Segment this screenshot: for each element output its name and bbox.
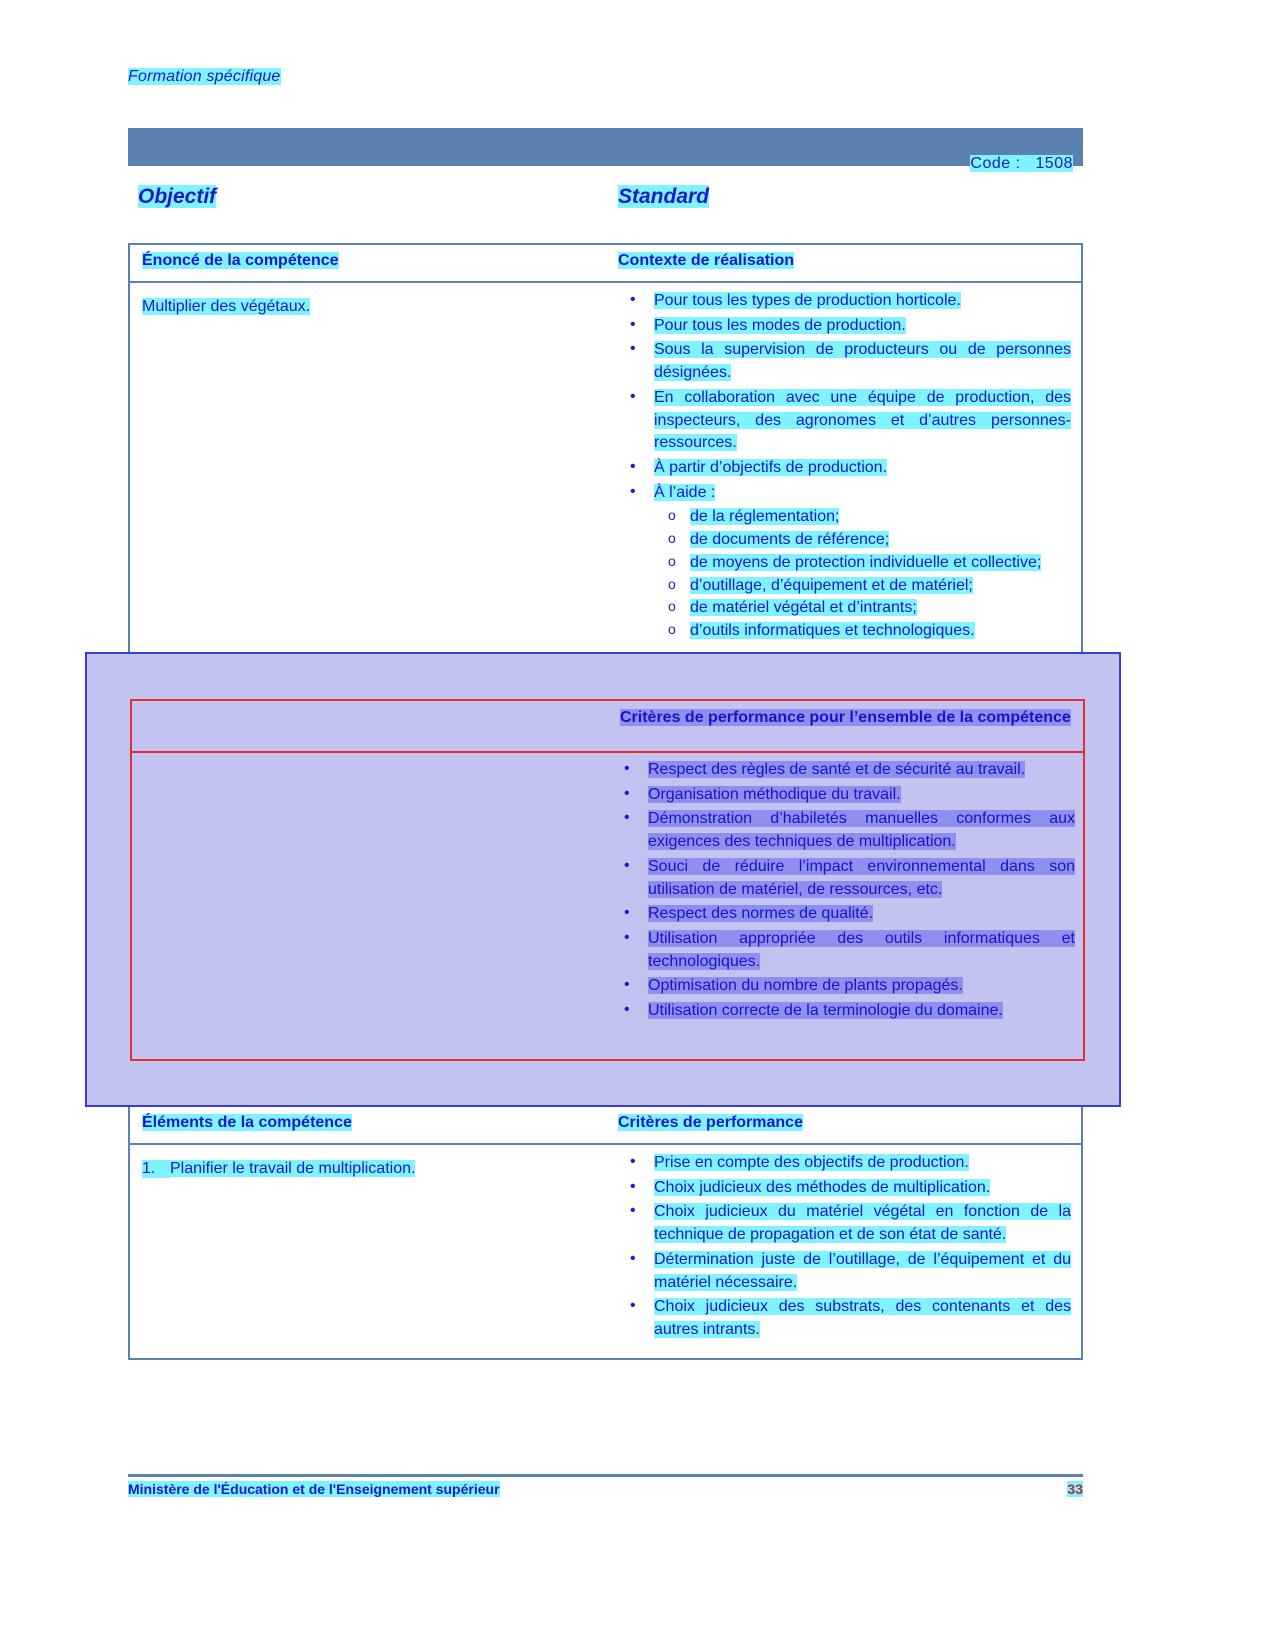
criteria-overall-header-right	[612, 701, 1083, 751]
header-enonce-label: Énoncé de la compétence	[142, 252, 339, 269]
list-item: o de documents de référence;	[654, 529, 1071, 552]
criteria-overall-header-row	[132, 701, 1083, 753]
list-item: • Utilisation correcte de la terminologie du domaine.	[612, 1000, 1075, 1023]
competence-statement	[142, 290, 600, 316]
list-item: • Choix judicieux des méthodes de multiplication.	[618, 1177, 1071, 1200]
footer-page-number: 33	[1067, 1481, 1083, 1497]
list-item: o de la réglementation;	[654, 506, 1071, 529]
list-item: • Organisation méthodique du travail.	[612, 784, 1075, 807]
list-item: • Choix judicieux des substrats, des contenants et des autres intrants.	[618, 1296, 1071, 1341]
list-item: o de matériel végétal et d’intrants;	[654, 597, 1071, 620]
list-item: • À l’aide : o de la réglementation; o de documents de référence; o de moyens de protection individuelle et collective; o d’outillage, d’équipement et de matériel; o de matériel végétal et d’intrants; o d’outils informatiques et technologiques.	[618, 482, 1071, 643]
code-text	[941, 137, 1073, 191]
footer-ministry-label: Ministère de l'Éducation et de l'Enseignement supérieur	[128, 1481, 500, 1497]
element-label: Planifier le travail de multiplication.	[170, 1160, 416, 1177]
criteria-overall-header-left	[132, 701, 612, 751]
list-item: • Démonstration d’habiletés manuelles conformes aux exigences des techniques de multiplication.	[612, 808, 1075, 853]
page-footer	[128, 1481, 1083, 1497]
list-item: • Souci de réduire l’impact environnemental dans son utilisation de matériel, de ressources, etc.	[612, 856, 1075, 901]
criteria-overall-table	[130, 699, 1085, 1061]
list-item: • Prise en compte des objectifs de production.	[618, 1152, 1071, 1175]
code-spacer	[1021, 155, 1036, 172]
criteria-list	[618, 1152, 1071, 1342]
element-number: 1.	[142, 1160, 170, 1178]
table-elements-header-row	[130, 1107, 1081, 1145]
list-item: o d’outillage, d’équipement et de matériel;	[654, 575, 1071, 598]
header-criteres-label: Critères de performance	[618, 1114, 803, 1131]
header-cell-enonce	[130, 245, 610, 281]
list-item: • Respect des normes de qualité.	[612, 903, 1075, 926]
table-competence-body-row	[130, 283, 1081, 652]
criteria-overall-header-label: Critères de performance pour l’ensemble de la compétence	[620, 709, 1071, 726]
section-header	[128, 68, 281, 86]
code-value: 1508	[1035, 155, 1073, 172]
list-item: • Optimisation du nombre de plants propagés.	[612, 975, 1075, 998]
element-entry	[142, 1152, 600, 1178]
standard-column-title	[618, 185, 709, 209]
header-cell-elements	[130, 1107, 610, 1143]
objectif-standard-row	[138, 185, 1083, 209]
code-bar	[128, 128, 1083, 172]
criteria-overall-body-right	[612, 759, 1083, 1025]
criteria-overall-list	[612, 759, 1075, 1023]
header-cell-contexte	[610, 245, 1081, 281]
list-item: • Détermination juste de l’outillage, de l’équipement et du matériel nécessaire.	[618, 1249, 1071, 1294]
element-cell	[130, 1145, 610, 1185]
competence-statement-text: Multiplier des végétaux.	[142, 298, 311, 315]
table-competence	[128, 243, 1083, 663]
table-elements-body-row	[130, 1145, 1081, 1351]
list-item: o de moyens de protection individuelle et collective;	[654, 552, 1071, 575]
objectif-label: Objectif	[138, 185, 217, 208]
header-elements-label: Éléments de la compétence	[142, 1114, 352, 1131]
criteria-overall-overlay[interactable]	[85, 652, 1121, 1107]
list-item: • Sous la supervision de producteurs ou de personnes désignées.	[618, 339, 1071, 384]
context-sub-list	[654, 506, 1071, 642]
criteria-overall-body-left	[132, 759, 612, 1025]
competence-statement-cell	[130, 283, 610, 323]
list-item: • Respect des règles de santé et de sécurité au travail.	[612, 759, 1075, 782]
code-label: Code :	[970, 155, 1021, 172]
competence-context-cell	[610, 283, 1081, 652]
list-item: • Choix judicieux du matériel végétal en fonction de la technique de propagation et de son état de santé.	[618, 1201, 1071, 1246]
objectif-column-title	[138, 185, 618, 209]
context-list	[618, 290, 1071, 643]
standard-label: Standard	[618, 185, 710, 208]
section-header-label: Formation spécifique	[128, 68, 281, 85]
list-item: • Pour tous les modes de production.	[618, 315, 1071, 338]
criteria-overall-body-row	[132, 753, 1083, 1025]
list-item: • Utilisation appropriée des outils informatiques et technologiques.	[612, 928, 1075, 973]
table-elements	[128, 1105, 1083, 1360]
list-item: • Pour tous les types de production horticole.	[618, 290, 1071, 313]
header-contexte-label: Contexte de réalisation	[618, 252, 795, 269]
list-item: o d’outils informatiques et technologiques.	[654, 620, 1071, 643]
header-cell-criteres	[610, 1107, 1081, 1143]
criteria-cell	[610, 1145, 1081, 1351]
list-item: • À partir d’objectifs de production.	[618, 457, 1071, 480]
footer-divider	[128, 1474, 1083, 1477]
list-item: • En collaboration avec une équipe de production, des inspecteurs, des agronomes et d’autres personnes-ressources.	[618, 387, 1071, 455]
table-competence-header-row	[130, 245, 1081, 283]
